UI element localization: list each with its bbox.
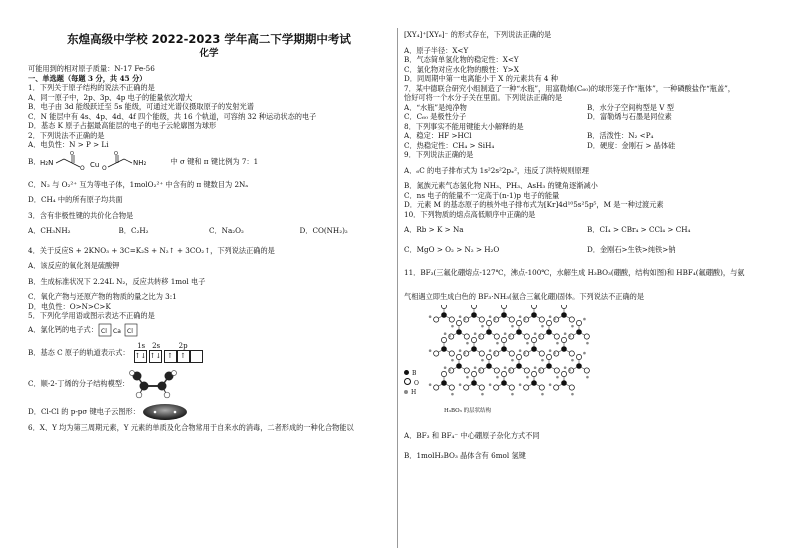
q10-option-d: D．金刚石>生铁>纯铁>钠 [587,244,676,254]
hydrogen-atom [519,315,522,318]
boron-atom [561,346,567,352]
q4-option-a: A．该反应的氧化剂是硫酸钾 [28,261,120,270]
hydrogen-atom [553,352,556,355]
q8-option-b: B．活泼性：N₂ <P₄ [587,131,654,140]
boron-atom [576,329,582,335]
hydrogen-atom [526,376,529,379]
q5-option-d-text: D．Cl-Cl 的 p-pσ 键电子云图形： [28,406,140,416]
hydrogen-atom [496,376,499,379]
hydrogen-atom [571,393,574,396]
oxygen-atom [576,354,581,359]
q8-option-c: C．热稳定性：CH₄ > SiH₄ [404,140,495,150]
calcium-chloride-electron-dot-icon [98,322,140,338]
hydrogen-atom [451,359,454,362]
q10-options-row2 [404,245,770,255]
hydrogen-atom [459,349,462,352]
q11-stem-line2: 气相遇立即生成白色的 BF₃·NH₃(氨合三氟化硼)固体。下列说法不正确的是 [404,291,645,301]
svg-text:Cl: Cl [126,327,133,335]
hydrogen-atom [583,352,586,355]
oxygen-atom [524,368,529,373]
oxygen-atom [456,354,461,359]
orbital-boxes [134,350,203,363]
oxygen-atom [531,305,536,309]
cis-2-butene-model-icon [129,368,179,400]
q6-option-d: D．同周期中第一电离能小于 X 的元素共有 4 种 [404,74,558,83]
lattice-legend [404,369,419,397]
hydrogen-atom [564,366,567,369]
boron-atom [576,363,582,369]
svg-text:O: O [102,164,108,172]
section-heading: 一、单选题（每题 3 分，共 45 分） [28,73,147,83]
oxygen-atom [531,337,536,342]
hydrogen-atom [556,342,559,345]
q9-option-b: B．氮族元素气态氢化物 NH₃、PH₃、AsH₃ 的键角逐渐减小 [404,181,598,190]
svg-text:Cu: Cu [90,160,100,169]
oxygen-atom [441,371,446,376]
hydrogen-atom [586,376,589,379]
boron-atom [516,329,522,335]
boron-atom [531,346,537,352]
oxygen-atom [569,351,574,356]
hydrogen-atom [474,332,477,335]
q10-options-row1 [404,225,770,235]
oxygen-atom [464,385,469,390]
hydrogen-atom [534,332,537,335]
orbital-diagram [134,342,203,363]
svg-text:O: O [70,150,75,157]
hydrogen-atom [523,318,526,321]
hydrogen-atom [504,332,507,335]
q4-option-b: B．生成标准状况下 2.24L N₂，反应共转移 1mol 电子 [28,276,206,286]
oxygen-atom [584,334,589,339]
oxygen-atom [524,334,529,339]
legend-oxygen-label: O [414,380,419,387]
q7-options-row1 [404,103,770,113]
q9-stem: 9．下列说法正确的是 [404,150,474,159]
oxygen-atom [509,317,514,322]
hydrogen-atom [549,315,552,318]
boron-atom [531,380,537,386]
oxygen-atom [509,385,514,390]
q5-option-a [28,321,390,339]
q1-stem: 1．下列关于原子结构的说法不正确的是 [28,83,155,92]
hydrogen-atom [481,393,484,396]
q6-option-a: A．原子半径：X<Y [404,45,469,55]
q3-option-a: A．CH₃NH₂ [28,226,71,235]
q8-options-row2 [404,141,770,151]
hydrogen-atom [466,342,469,345]
hydrogen-atom [496,342,499,345]
orbital-box-2p-3 [190,350,203,363]
oxygen-atom [501,305,506,309]
q8-option-a: A．稳定：HF >HCl [404,131,472,140]
oxygen-atom [434,351,439,356]
hydrogen-atom [549,383,552,386]
hydrogen-atom [511,359,514,362]
orbital-labels [134,342,203,350]
hydrogen-atom [481,325,484,328]
hydrogen-atom [549,349,552,352]
hydrogen-atom [493,352,496,355]
hydrogen-atom [508,369,511,372]
boron-atom [546,329,552,335]
hydrogen-atom [463,352,466,355]
hydrogen-atom [583,318,586,321]
hydrogen-atom [463,318,466,321]
oxygen-atom [449,351,454,356]
oxygen-atom [441,305,446,309]
svg-text:Cl: Cl [100,327,107,335]
q5-option-b [28,339,390,367]
oxygen-atom [554,385,559,390]
hydrogen-atom [448,369,451,372]
boron-atom [486,363,492,369]
boron-atom [501,346,507,352]
oxygen-atom [434,385,439,390]
boron-atom [561,380,567,386]
figure-caption: H₃BO₃ 的层状结构 [444,408,492,414]
hydrogen-atom [564,332,567,335]
svg-text:O: O [80,164,86,172]
hydrogen-atom [474,366,477,369]
oxygen-atom [554,368,559,373]
hydrogen-atom [556,376,559,379]
legend-hydrogen [404,388,419,397]
oxygen-atom [531,371,536,376]
oxygen-atom [576,320,581,325]
q7-option-d: D．富勒烯与石墨是同位素 [587,112,672,121]
boric-acid-structure-figure [404,303,770,423]
hydrogen-atom [553,318,556,321]
q5-option-c-text: C．顺-2-丁烯的分子结构模型： [28,378,130,388]
q4-stem: 4．关于反应S + 2KNO₃ + 3C=K₂S + N₂↑ + 3CO₂↑，下列说法正确的是 [28,245,275,255]
hydrogen-atom [508,335,511,338]
orbital-label-2p: 2p [178,342,188,350]
hydrogen-atom [481,359,484,362]
q2-option-c: C．N₂ 与 O₂²⁺ 互为等电子体，1molO₂²⁺ 中含有的 π 键数目为 2Nₐ [28,179,249,189]
q9-option-d: D．元素 M 的基态原子的核外电子排布式为[Kr]4d¹⁰5s²5p⁵，M 是一种过渡元素 [404,200,664,209]
hydrogen-atom [538,369,541,372]
oxygen-atom [471,337,476,342]
hydrogen-atom [478,335,481,338]
q7-stem-line2: 恰好可将一个水分子关在里面。下列说法正确的是 [404,93,563,102]
svg-text:H₂N: H₂N [40,158,54,167]
boron-atom [441,380,447,386]
oxygen-atom [546,354,551,359]
hydrogen-atom [519,349,522,352]
hydrogen-atom [429,315,432,318]
hydrogen-atom [586,342,589,345]
oxygen-atom [524,385,529,390]
oxygen-atom [494,334,499,339]
oxygen-atom [471,305,476,309]
hydrogen-atom [571,359,574,362]
boron-atom [471,380,477,386]
boron-atom [501,312,507,318]
oxygen-atom [501,337,506,342]
q3-options [28,226,390,236]
q10-option-b: B．CI₄ > CBr₄ > CCl₄ > CH₄ [587,225,691,234]
boron-atom [441,312,447,318]
oxygen-atom [584,368,589,373]
oxygen-atom [486,354,491,359]
oxygen-atom [449,385,454,390]
q2-option-a: A．电负性：N > P > Li [28,140,109,149]
oxygen-atom [509,351,514,356]
q8-option-d: D．硬度：金刚石 > 晶体硅 [587,140,676,150]
q10-stem: 10．下列物质的熔点高低顺序中正确的是 [404,209,536,219]
atomic-mass-note: 可能用到的相对原子质量：N-17 Fe-56 [28,64,155,73]
hydrogen-atom [568,369,571,372]
q4-option-c: C．氧化产物与还原产物的物质的量之比为 3:1 [28,292,177,301]
oxygen-atom [494,385,499,390]
hydrogen-atom [526,342,529,345]
boron-atom [561,312,567,318]
q5-stem: 5．下列化学用语或图示表达不正确的是 [28,311,155,320]
boron-atom [456,363,462,369]
hydrogen-atom [523,352,526,355]
q9-option-c: C．ns 电子的能量不一定高于(n-1)p 电子的能量 [404,190,560,200]
q2-option-b-text: 中 σ 键和 π 键比例为 7：1 [170,156,259,166]
hydrogen-atom [541,393,544,396]
oxygen-atom [449,317,454,322]
oxygen-atom [479,385,484,390]
q4-option-d: D．电负性：O>N>C>K [28,301,111,311]
q8-options-row1 [404,131,770,141]
hydrogen-atom [541,325,544,328]
q7-option-c: C．C₆₀ 是极性分子 [404,112,467,121]
q11-stem: 11．BF₃(三氟化硼熔点-127℃，沸点-100℃，水解生成 H₃BO₃(硼酸，结构如图)和 HBF₄(氟硼酸)，与氨 [404,268,745,277]
oxygen-atom [554,334,559,339]
orbital-box-2s: ↑↓ [149,350,162,363]
hydrogen-atom [519,383,522,386]
q6-stem: 6．X、Y 均为第三周期元素，Y 元素的单质及化合物常用于自来水的消毒，二者形成的一种化合物能以 [28,422,354,432]
q2-option-d: D．CH₄ 中的所有原子均共面 [28,195,123,204]
q5-option-d [28,401,390,423]
q3-stem: 3．含有非极性键的共价化合物是 [28,210,134,220]
q8-stem: 8．下列事实不能用键能大小解释的是 [404,121,524,131]
oxygen-atom [486,320,491,325]
hydrogen-atom [444,332,447,335]
hydrogen-atom [511,393,514,396]
column-divider [397,28,398,548]
q1-option-d: D．基态 K 原子占据最高能层的电子的电子云轮廓图为球形 [28,121,217,130]
orbital-box-1s: ↑↓ [134,350,147,363]
right-column [404,30,770,460]
boron-atom [456,329,462,335]
q3-option-d: D．CO(NH₂)₂ [299,226,348,235]
q10-option-c: C．MgO > O₂ > N₂ > H₂O [404,244,500,254]
svg-text:NH₂: NH₂ [133,158,147,167]
legend-oxygen [404,378,419,388]
oxygen-atom [464,334,469,339]
q1-option-a: A．同一原子中，2p、3p、4p 电子的能量依次增大 [28,92,193,102]
oxygen-atom [569,317,574,322]
q6-option-b: B．气态简单氢化物的稳定性：X<Y [404,55,519,64]
oxygen-atom [456,320,461,325]
oxygen-atom [471,371,476,376]
hydrogen-atom [489,349,492,352]
boron-atom [441,346,447,352]
oxygen-atom [561,337,566,342]
q9-option-a: A．₆C 的电子排布式为 1s²2s²2pₓ²，违反了洪特规则原理 [404,165,589,175]
boron-atom [546,363,552,369]
hydrogen-atom [448,335,451,338]
hydrogen-atom [568,335,571,338]
q11-option-a: A．BF₃ 和 BF₄⁻ 中心硼原子杂化方式不同 [404,431,540,440]
oxygen-atom [561,305,566,309]
hydrogen-atom [459,315,462,318]
q7-option-b: B．水分子空间构型是 V 型 [587,102,674,112]
orbital-label-1s: 1s [137,342,146,350]
left-column [28,30,390,432]
oxygen-atom [441,337,446,342]
oxygen-atom [479,317,484,322]
sigma-bond-cloud-icon [140,402,190,422]
legend-boron-label: B [412,370,417,377]
hydrogen-atom [451,325,454,328]
legend-boron [404,369,419,378]
oxygen-atom [501,371,506,376]
boron-atom [471,312,477,318]
oxygen-atom [539,351,544,356]
oxygen-atom [464,368,469,373]
q6-option-c: C．氯化物对应水化物的酸性：Y>X [404,64,519,74]
hydrogen-atom [489,315,492,318]
boron-atom [531,312,537,318]
hydrogen-atom [489,383,492,386]
oxygen-atom [561,371,566,376]
hydrogen-atom [466,376,469,379]
orbital-box-2p-2: ↑ [177,350,190,363]
hydrogen-atom [478,369,481,372]
q1-option-c: C．N 能层中有 4s、4p、4d、4f 四个能级，共 16 个轨道，可容纳 32 种运动状态的电子 [28,111,317,121]
hydrogen-atom [534,366,537,369]
q7-stem: 7．某中德联合研究小组制造了一种“水瓶”，用富勒烯(C₆₀)的球形笼子作“瓶体”，一种磷酸盐作“瓶盖”， [404,83,735,93]
q5-option-c [28,367,390,401]
oxygen-atom [479,351,484,356]
boron-atom [516,363,522,369]
q1-option-b: B．电子由 3d 能级跃迁至 5s 能级，可通过光谱仪摄取原子的发射光谱 [28,102,254,111]
hydrogen-atom [571,325,574,328]
copper-glycinate-structure-icon [40,151,170,173]
oxygen-atom [546,320,551,325]
boron-atom [471,346,477,352]
q3-option-b: B．C₂H₂ [118,226,149,235]
q2-option-b-prefix: B． [28,156,41,166]
oxygen-atom [434,317,439,322]
q3-option-c: C．Na₂O₂ [209,226,244,235]
orbital-label-2s: 2s [152,342,161,350]
q6-stem-continued: [XY₄]⁺[XY₆]⁻ 的形式存在，下列说法正确的是 [404,30,552,39]
hydrogen-atom [429,349,432,352]
q5-option-a-text: A．氯化钙的电子式： [28,324,98,334]
boron-atom [486,329,492,335]
boric-acid-lattice-diagram [404,305,604,417]
hydrogen-atom [459,383,462,386]
hydrogen-atom [444,366,447,369]
hydrogen-atom [511,325,514,328]
oxygen-atom [494,368,499,373]
legend-hydrogen-label: H [411,389,417,396]
q2-stem: 2．下列说法不正确的是 [28,130,105,140]
oxygen-atom [516,320,521,325]
q7-option-a: A．“水瓶”是纯净物 [404,102,467,112]
oxygen-atom [539,317,544,322]
q10-option-a: A．Rb > K > Na [404,225,464,234]
q2-option-b [28,150,390,174]
hydrogen-atom [429,383,432,386]
hydrogen-atom [504,366,507,369]
q5-option-b-text: B．基态 C 原子的轨道表示式： [28,347,130,357]
boron-atom [501,380,507,386]
svg-text:O: O [114,150,119,157]
hydrogen-atom [538,335,541,338]
orbital-box-2p-1: ↑ [164,350,177,363]
oxygen-atom [516,354,521,359]
exam-title: 东煌高级中学校 2022-2023 学年高二下学期期中考试 [67,32,351,46]
q7-options-row2 [404,112,770,122]
oxygen-atom [539,385,544,390]
hydrogen-atom [451,393,454,396]
svg-text:Ca: Ca [112,327,121,335]
hydrogen-atom [541,359,544,362]
hydrogen-atom [493,318,496,321]
exam-subject: 化学 [199,48,219,59]
oxygen-atom [569,385,574,390]
q11-option-b: B．1molH₃BO₃ 晶体含有 6mol 氢键 [404,450,526,460]
